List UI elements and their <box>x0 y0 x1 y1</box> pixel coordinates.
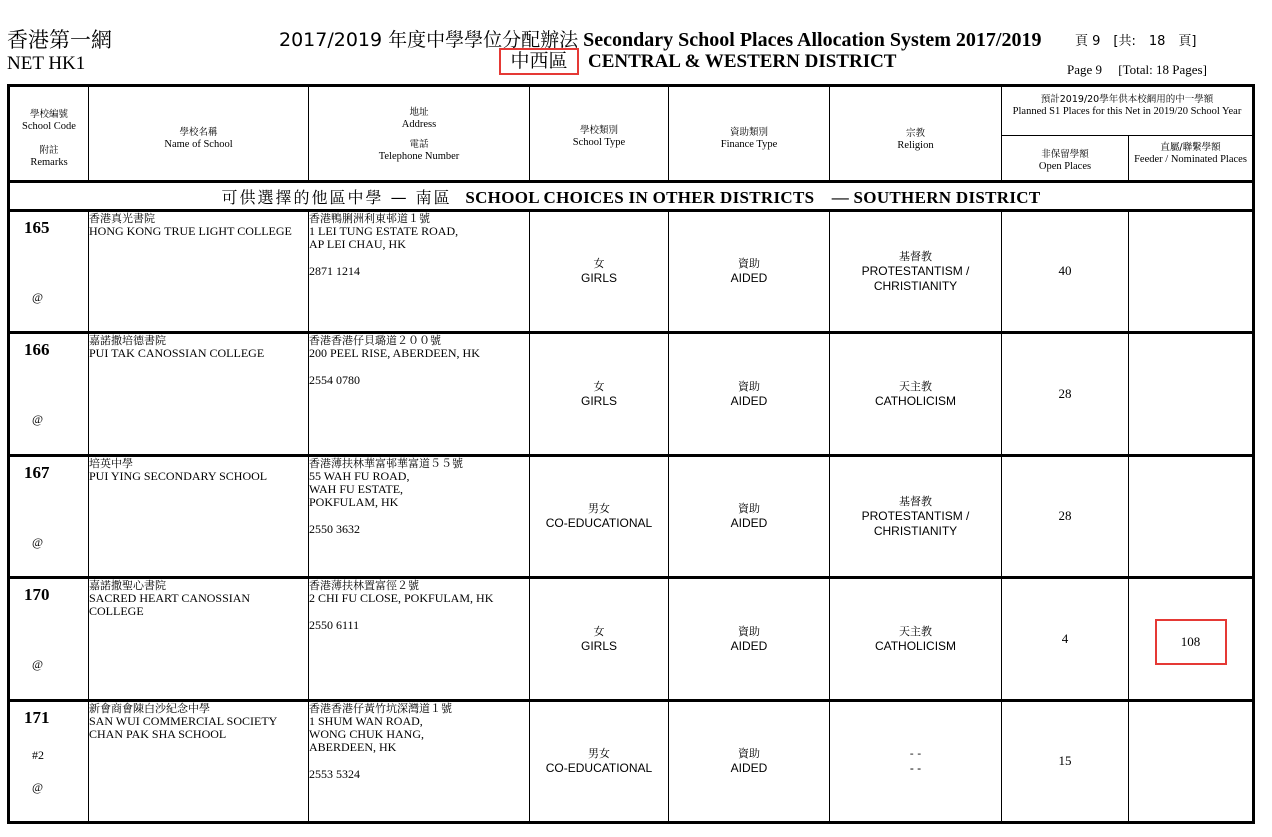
open-places: 40 <box>1058 263 1072 279</box>
table-row <box>9 455 1254 578</box>
page-indicator-cn: 頁 9 [共: 18 頁] <box>1075 34 1197 49</box>
school-type-cn: 女 <box>593 624 605 638</box>
telephone: 2550 3632 <box>309 521 360 536</box>
school-type-cell <box>530 210 669 333</box>
open-places: 15 <box>1058 753 1072 769</box>
section-title <box>9 182 1254 210</box>
code-cell <box>9 700 89 823</box>
remark-secondary: @ <box>32 779 44 794</box>
table-row <box>9 700 1254 823</box>
address-cell <box>309 700 530 823</box>
document-title <box>279 25 1041 52</box>
feeder-places-cell <box>1129 333 1254 456</box>
school-code: 166 <box>24 340 50 359</box>
school-table <box>7 84 1255 824</box>
finance-type-cn: 資助 <box>738 624 760 638</box>
district-en: CENTRAL & WESTERN DISTRICT <box>588 51 897 72</box>
religion-cell <box>830 578 1002 701</box>
school-name-cn: 培英中學 <box>89 456 133 470</box>
open-places: 28 <box>1058 385 1072 401</box>
header-name: 學校名稱 Name of School <box>89 86 309 182</box>
open-places-cell <box>1002 578 1129 701</box>
address-cn: 香港香港仔貝璐道２００號 <box>309 334 441 347</box>
table-row <box>9 578 1254 701</box>
feeder-places-cell <box>1129 578 1254 701</box>
table-row <box>9 333 1254 456</box>
school-type-cell <box>530 578 669 701</box>
school-name-cn: 嘉諾撒聖心書院 <box>89 579 166 592</box>
open-places-cell <box>1002 455 1129 578</box>
code-cell <box>9 455 89 578</box>
school-code: 171 <box>24 707 50 727</box>
religion-cn: 基督教 <box>899 249 932 263</box>
address-cn: 香港鴨脷洲利東邨道１號 <box>309 211 430 225</box>
feeder-places-highlight: 108 <box>1155 619 1227 665</box>
header-finance-type: 資助類別 Finance Type <box>669 86 830 182</box>
religion-cell <box>830 210 1002 333</box>
remark-secondary: @ <box>32 289 44 304</box>
finance-type-en: AIDED <box>730 271 768 286</box>
feeder-places-cell <box>1129 700 1254 823</box>
feeder-places-cell <box>1129 455 1254 578</box>
address-en: 2 CHI FU CLOSE, POKFULAM, HK <box>309 591 494 605</box>
school-type-cn: 女 <box>593 379 605 393</box>
finance-type-cn: 資助 <box>738 502 760 516</box>
religion-cn: 天主教 <box>899 624 932 638</box>
address-cell <box>309 210 530 333</box>
header-school-type: 學校類別 School Type <box>530 86 669 182</box>
header-planned-places: 預計2019/20學年供本校網用的中一學額 Planned S1 Places for this Net in 2019/20 School Year <box>1002 86 1254 136</box>
district-cn-highlight: 中西區 <box>499 48 579 75</box>
religion-en: - - <box>909 761 922 776</box>
table-row <box>9 210 1254 333</box>
school-name-cell <box>89 333 309 456</box>
open-places: 28 <box>1058 508 1072 524</box>
remark-secondary: @ <box>32 657 44 671</box>
header-religion: 宗教 Religion <box>830 86 1002 182</box>
open-places-cell <box>1002 210 1129 333</box>
finance-type-cell <box>669 333 830 456</box>
address-en: 200 PEEL RISE, ABERDEEN, HK <box>309 346 480 360</box>
school-name-cell <box>89 578 309 701</box>
finance-type-cell <box>669 210 830 333</box>
code-cell <box>9 210 89 333</box>
religion-en: CATHOLICISM <box>874 638 957 653</box>
feeder-places-cell <box>1129 210 1254 333</box>
address-cell <box>309 455 530 578</box>
open-places-cell <box>1002 333 1129 456</box>
school-type-en: CO-EDUCATIONAL <box>545 761 653 776</box>
finance-type-cn: 資助 <box>738 379 760 393</box>
religion-en: PROTESTANTISM / CHRISTIANITY <box>861 263 970 293</box>
school-type-cn: 女 <box>593 257 605 271</box>
site-name-en: NET HK1 <box>7 53 86 74</box>
school-type-cn: 男女 <box>588 502 610 516</box>
school-type-en: GIRLS <box>580 393 617 408</box>
school-code: 170 <box>24 585 50 604</box>
school-type-en: GIRLS <box>580 271 617 286</box>
site-name-cn: 香港第一網 <box>7 28 112 52</box>
telephone: 2554 0780 <box>309 373 360 387</box>
section-title-en: SCHOOL CHOICES IN OTHER DISTRICTS — SOUTHERN DISTRICT <box>465 188 1041 208</box>
title-cn: 2017/2019 年度中學學位分配辦法 <box>279 29 579 51</box>
finance-type-cn: 資助 <box>738 257 760 271</box>
page-header <box>0 0 1272 84</box>
school-name-cell <box>89 210 309 333</box>
finance-type-en: AIDED <box>730 516 768 531</box>
school-name-en: SAN WUI COMMERCIAL SOCIETY CHAN PAK SHA SCHOOL <box>89 713 278 741</box>
finance-type-cell <box>669 578 830 701</box>
religion-cell <box>830 333 1002 456</box>
telephone: 2871 1214 <box>309 263 360 278</box>
code-cell <box>9 578 89 701</box>
finance-type-en: AIDED <box>730 393 768 408</box>
address-cn: 香港薄扶林置富徑２號 <box>309 579 419 592</box>
religion-cn: 天主教 <box>899 379 932 393</box>
address-cell <box>309 578 530 701</box>
header-address: 地址 Address 電話 Telephone Number <box>309 86 530 182</box>
school-name-cn: 嘉諾撒培德書院 <box>89 334 166 347</box>
school-type-cell <box>530 700 669 823</box>
section-row <box>9 182 1254 210</box>
school-name-en: HONG KONG TRUE LIGHT COLLEGE <box>89 223 292 238</box>
address-en: 1 LEI TUNG ESTATE ROAD, AP LEI CHAU, HK <box>309 223 459 251</box>
religion-cell <box>830 455 1002 578</box>
header-open-places: 非保留學額 Open Places <box>1002 136 1129 182</box>
finance-type-cell <box>669 700 830 823</box>
remark-secondary: @ <box>32 412 44 426</box>
school-code: 167 <box>24 462 50 482</box>
remark-primary: #2 <box>32 747 44 762</box>
religion-en: PROTESTANTISM / CHRISTIANITY <box>861 508 970 538</box>
address-en: 1 SHUM WAN ROAD, WONG CHUK HANG, ABERDEEN, HK <box>309 713 424 754</box>
section-title-cn: 可供選擇的他區中學 — 南區 <box>221 188 452 208</box>
school-name-cell <box>89 700 309 823</box>
header-feeder-places: 直屬/聯繫學額 Feeder / Nominated Places <box>1129 136 1254 182</box>
finance-type-cn: 資助 <box>738 747 760 761</box>
school-type-en: GIRLS <box>580 638 617 653</box>
open-places: 4 <box>1061 630 1069 646</box>
remark-secondary: @ <box>32 534 44 549</box>
school-name-cn: 香港真光書院 <box>89 211 155 225</box>
school-name-cn: 新會商會陳白沙紀念中學 <box>89 701 210 715</box>
school-type-cell <box>530 333 669 456</box>
school-name-cell <box>89 455 309 578</box>
address-cn: 香港香港仔黃竹坑深灣道１號 <box>309 701 452 715</box>
school-type-cell <box>530 455 669 578</box>
telephone: 2550 6111 <box>309 618 360 632</box>
religion-cell <box>830 700 1002 823</box>
title-en: Secondary School Places Allocation System 2017/2019 <box>583 29 1042 51</box>
finance-type-cell <box>669 455 830 578</box>
school-code: 165 <box>24 217 50 237</box>
telephone: 2553 5324 <box>309 766 360 781</box>
school-name-en: SACRED HEART CANOSSIAN COLLEGE <box>89 591 251 618</box>
school-type-cn: 男女 <box>588 747 610 761</box>
address-cn: 香港薄扶林華富邨華富道５５號 <box>309 456 463 470</box>
address-en: 55 WAH FU ROAD, WAH FU ESTATE, POKFULAM, HK <box>309 468 410 509</box>
finance-type-en: AIDED <box>730 638 768 653</box>
religion-cn: 基督教 <box>899 494 932 508</box>
finance-type-en: AIDED <box>730 761 768 776</box>
school-type-en: CO-EDUCATIONAL <box>545 516 653 531</box>
school-name-en: PUI TAK CANOSSIAN COLLEGE <box>89 346 265 360</box>
religion-en: CATHOLICISM <box>874 393 957 408</box>
religion-cn: - - <box>909 747 922 761</box>
open-places-cell <box>1002 700 1129 823</box>
header-code: 學校編號 School Code 附註 Remarks <box>9 86 89 182</box>
code-cell <box>9 333 89 456</box>
address-cell <box>309 333 530 456</box>
page-indicator-en: Page 9 [Total: 18 Pages] <box>1067 62 1207 77</box>
school-name-en: PUI YING SECONDARY SCHOOL <box>89 468 268 483</box>
